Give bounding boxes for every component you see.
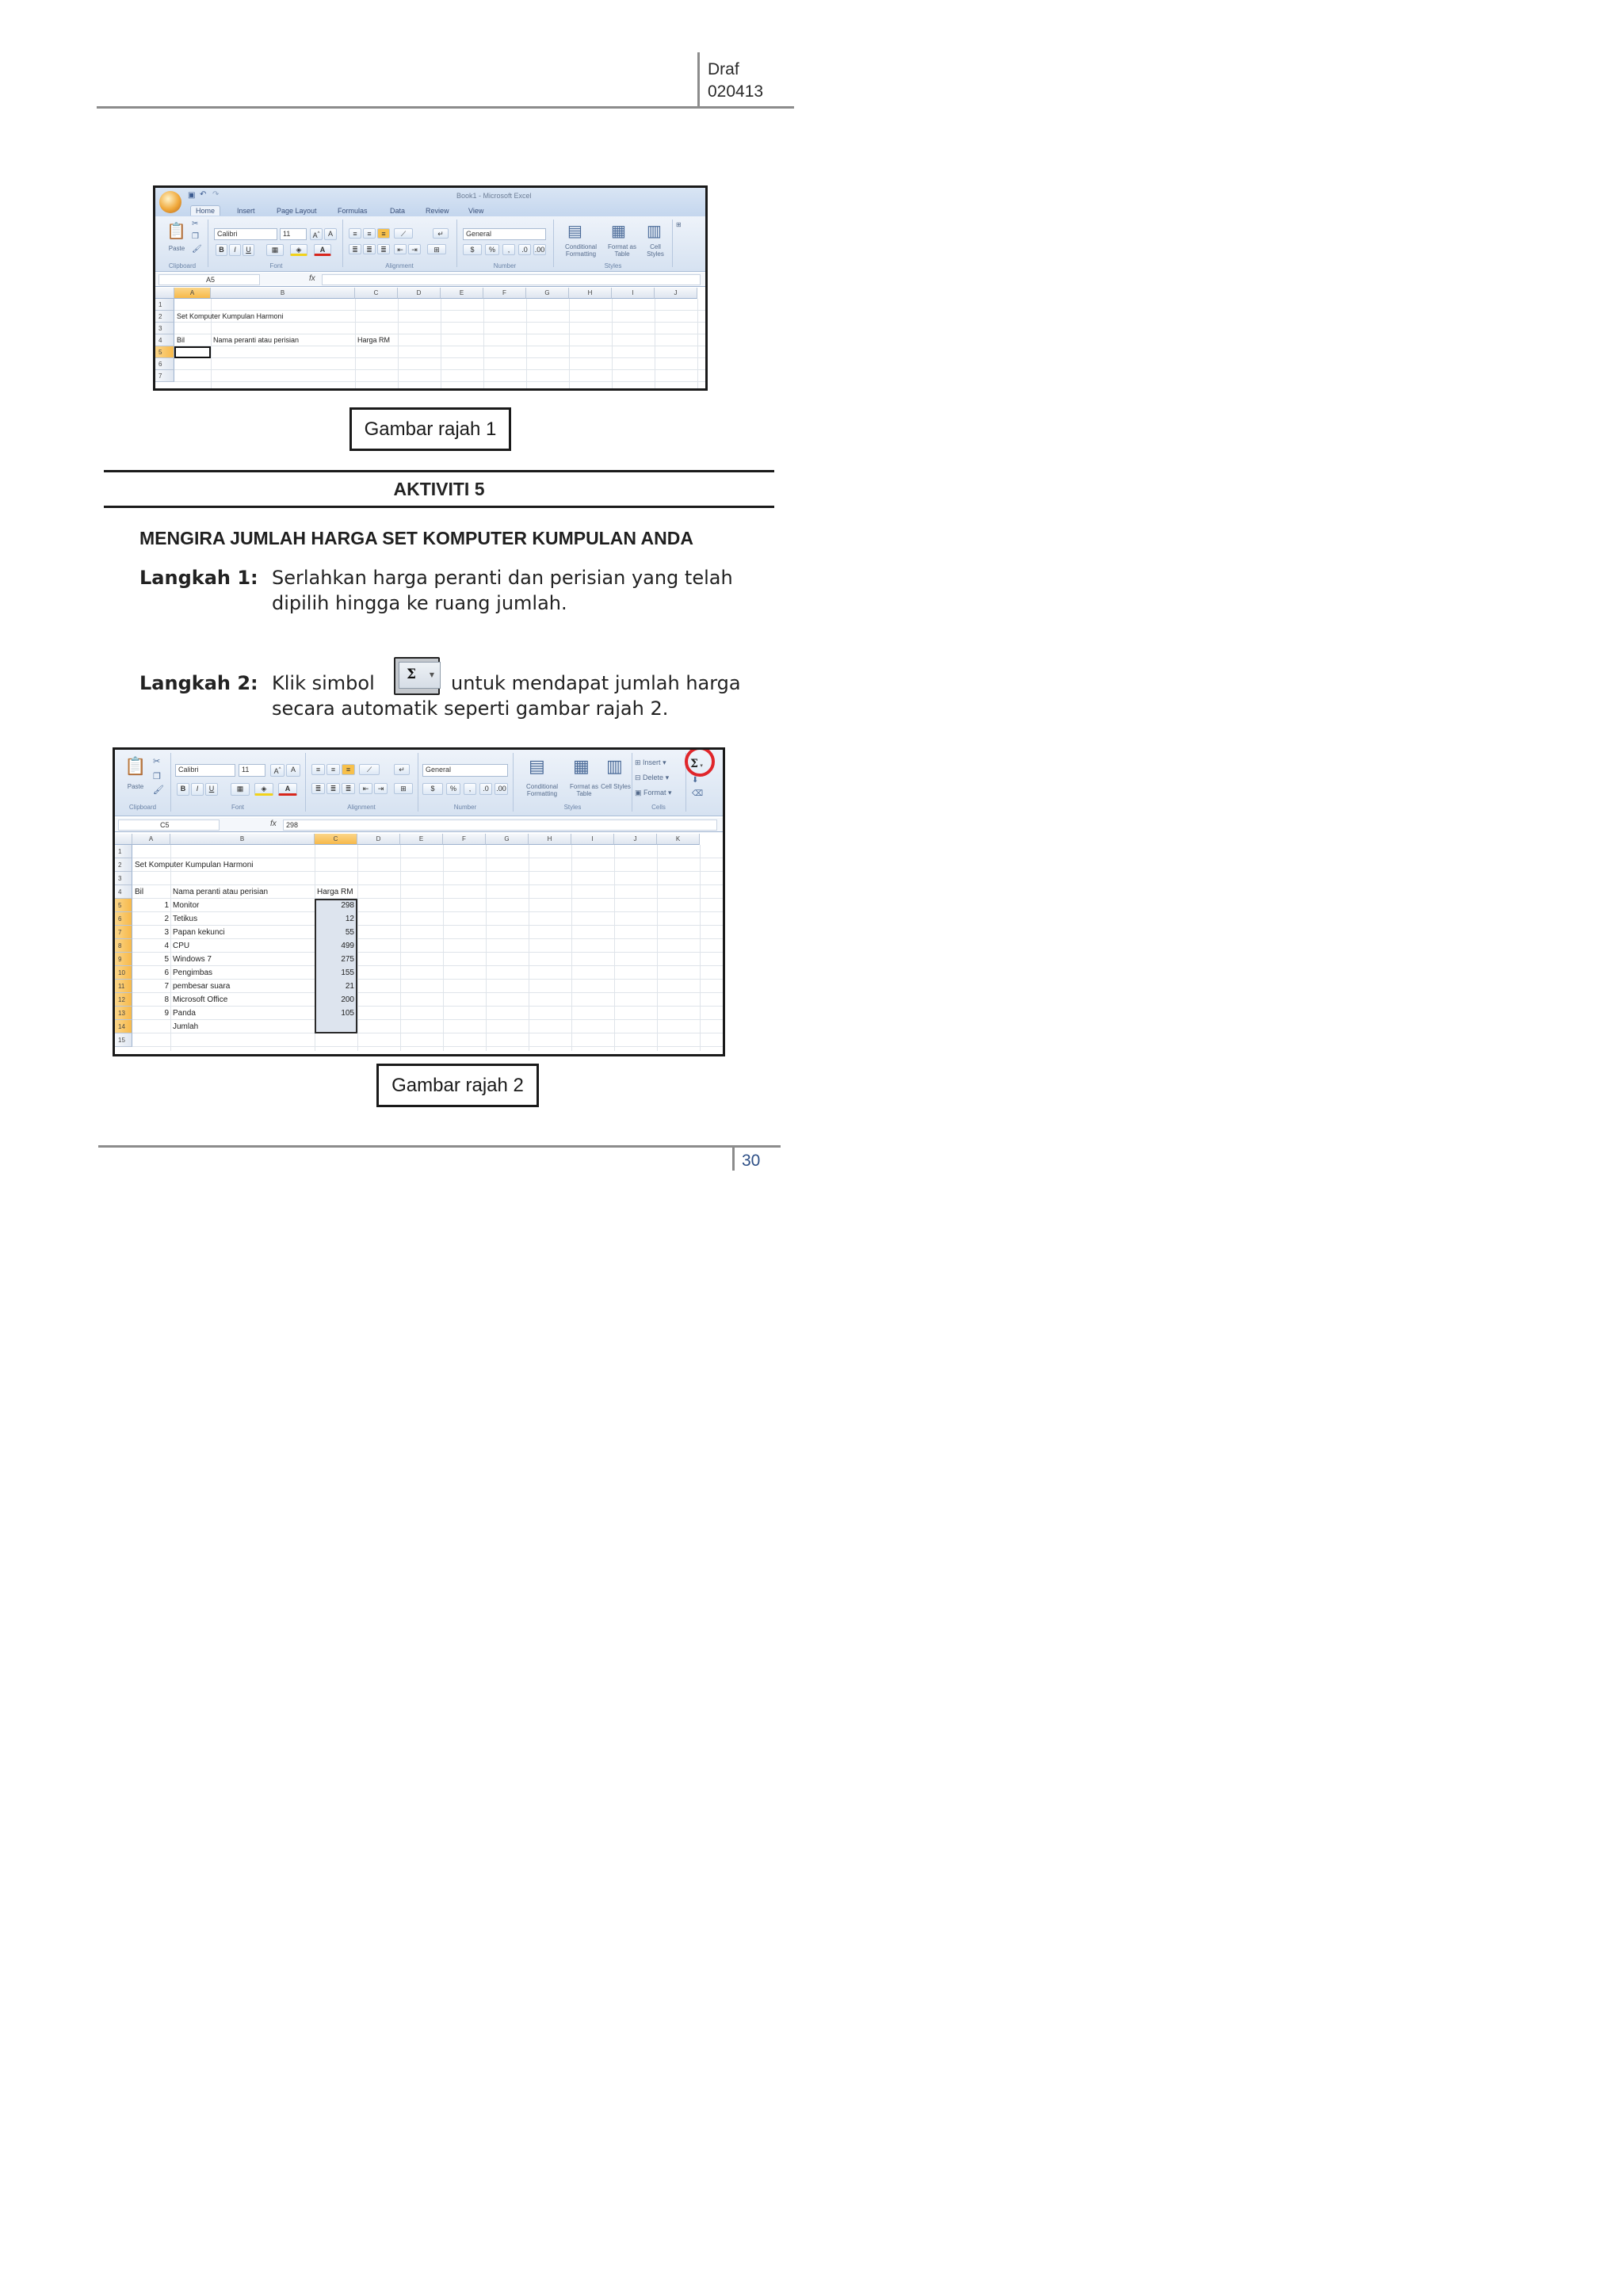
cell-styles-icon[interactable]: ▥ bbox=[647, 223, 662, 240]
cell-a4-bil[interactable]: Bil bbox=[135, 888, 144, 896]
step-2-label: Langkah 2: bbox=[139, 672, 258, 694]
header-divider-vertical bbox=[697, 52, 700, 108]
tab-data[interactable]: Data bbox=[390, 207, 406, 215]
align-top-button[interactable]: ≡ bbox=[349, 228, 361, 239]
font-size-select[interactable]: 11 bbox=[280, 228, 307, 240]
group-label-clipboard: Clipboard bbox=[128, 804, 157, 811]
shrink-font-button[interactable]: A bbox=[286, 764, 300, 777]
grid-row-line bbox=[174, 357, 705, 358]
formula-input[interactable]: 298 bbox=[283, 819, 717, 831]
row-header-3[interactable]: 3 bbox=[115, 872, 132, 885]
orientation-button[interactable]: ⟋ bbox=[394, 228, 413, 239]
cell-b4-nama[interactable]: Nama peranti atau perisian bbox=[213, 336, 300, 344]
currency-button[interactable]: $ bbox=[463, 244, 482, 255]
tab-formulas[interactable]: Formulas bbox=[338, 207, 368, 215]
cell-item-price[interactable]: 105 bbox=[341, 1009, 354, 1018]
grow-font-button[interactable]: A^ bbox=[270, 764, 285, 777]
column-header-d[interactable]: D bbox=[357, 834, 400, 845]
shrink-font-button[interactable]: A bbox=[324, 228, 337, 240]
fx-icon[interactable]: fx bbox=[309, 274, 315, 283]
cell-item-name[interactable]: Windows 7 bbox=[173, 955, 212, 964]
cell-item-name[interactable]: CPU bbox=[173, 942, 190, 950]
column-header-f[interactable]: F bbox=[443, 834, 486, 845]
group-label-clipboard: Clipboard bbox=[168, 262, 197, 269]
footer-divider-vertical bbox=[732, 1145, 735, 1171]
currency-button[interactable]: $ bbox=[422, 783, 443, 795]
row-header-3[interactable]: 3 bbox=[155, 323, 174, 334]
group-label-alignment: Alignment bbox=[385, 262, 414, 269]
cell-a4-bil[interactable]: Bil bbox=[177, 336, 185, 344]
insert-cells-button[interactable]: ⊞ Insert ▾ bbox=[635, 758, 666, 766]
align-left-button[interactable]: ≣ bbox=[349, 244, 361, 254]
decrease-indent-button[interactable]: ⇤ bbox=[394, 244, 407, 254]
column-header-i[interactable]: I bbox=[612, 288, 655, 299]
step-1-line-1: Serlahkan harga peranti dan perisian yang telah bbox=[272, 567, 733, 589]
tab-page-layout[interactable]: Page Layout bbox=[277, 207, 317, 215]
row-header-7[interactable]: 7 bbox=[155, 370, 174, 382]
wrap-text-button[interactable]: ↵ bbox=[394, 764, 410, 775]
column-header-b[interactable]: B bbox=[211, 288, 355, 299]
column-header-h[interactable]: H bbox=[569, 288, 612, 299]
cell-a2-title[interactable]: Set Komputer Kumpulan Harmoni bbox=[177, 312, 284, 320]
tab-review[interactable]: Review bbox=[426, 207, 449, 215]
borders-button[interactable]: ▦ bbox=[231, 783, 250, 796]
column-header-e[interactable]: E bbox=[400, 834, 443, 845]
cell-item-price[interactable]: 275 bbox=[341, 955, 354, 964]
underline-button[interactable]: U bbox=[242, 244, 254, 256]
cut-icon[interactable]: ✂ bbox=[153, 757, 161, 766]
cell-item-price[interactable]: 200 bbox=[341, 995, 354, 1004]
row-header-10[interactable]: 10 bbox=[115, 966, 132, 980]
cell-a2-title[interactable]: Set Komputer Kumpulan Harmoni bbox=[135, 861, 254, 869]
cell-item-name[interactable]: Pengimbas bbox=[173, 968, 213, 977]
format-as-table-icon[interactable]: ▦ bbox=[573, 756, 590, 776]
grid-column-line bbox=[700, 845, 701, 1051]
grid-row-line bbox=[132, 1019, 723, 1020]
format-as-table-label[interactable]: Format as Table bbox=[569, 783, 598, 797]
cell-styles-icon[interactable]: ▥ bbox=[606, 756, 623, 776]
column-header-h[interactable]: H bbox=[529, 834, 571, 845]
worksheet-grid bbox=[115, 834, 723, 1054]
activity-bottom-rule bbox=[104, 506, 774, 508]
column-header-e[interactable]: E bbox=[441, 288, 483, 299]
row-header-5[interactable]: 5 bbox=[115, 899, 132, 912]
increase-indent-button[interactable]: ⇥ bbox=[408, 244, 421, 254]
conditional-formatting-icon[interactable]: ▤ bbox=[529, 756, 545, 776]
cell-item-name[interactable]: Papan kekunci bbox=[173, 928, 225, 937]
fill-color-button[interactable]: ◈ bbox=[290, 244, 307, 256]
bold-button[interactable]: B bbox=[177, 783, 189, 796]
number-format-select[interactable]: General bbox=[463, 228, 546, 240]
cell-styles-label[interactable]: Cell Styles bbox=[647, 243, 664, 258]
row-header-9[interactable]: 9 bbox=[115, 953, 132, 966]
row-header-12[interactable]: 12 bbox=[115, 993, 132, 1007]
grid-column-line bbox=[526, 299, 527, 391]
cell-bil-9[interactable]: 9 bbox=[164, 1009, 169, 1018]
cell-styles-label[interactable]: Cell Styles bbox=[601, 783, 631, 790]
figure-1-caption: Gambar rajah 1 bbox=[349, 407, 511, 451]
align-top-button[interactable]: ≡ bbox=[311, 764, 325, 775]
row-header-2[interactable]: 2 bbox=[155, 311, 174, 323]
group-label-font: Font bbox=[269, 262, 283, 269]
autosum-button[interactable]: Σ ▾ bbox=[690, 758, 703, 770]
step-2-text-before-icon: Klik simbol bbox=[272, 672, 375, 694]
format-cells-label: Format bbox=[643, 789, 666, 797]
clear-icon[interactable]: ⌫ bbox=[692, 789, 704, 798]
number-format-select[interactable]: General bbox=[422, 764, 508, 777]
group-label-styles: Styles bbox=[604, 262, 622, 269]
cell-bil-4[interactable]: 4 bbox=[164, 942, 169, 950]
borders-button[interactable]: ▦ bbox=[266, 244, 284, 256]
align-bottom-button[interactable]: ≡ bbox=[342, 764, 355, 775]
insert-cells-label: Insert bbox=[643, 758, 661, 766]
decrease-indent-button[interactable]: ⇤ bbox=[359, 783, 372, 794]
grid-row-line bbox=[132, 965, 723, 966]
header-divider-horizontal bbox=[97, 106, 794, 109]
cell-item-name[interactable]: Tetikus bbox=[173, 915, 198, 923]
cell-bil-5[interactable]: 5 bbox=[164, 955, 169, 964]
cell-c4-harga[interactable]: Harga RM bbox=[357, 336, 391, 344]
format-as-table-label[interactable]: Format as Table bbox=[607, 243, 636, 258]
row-header-1[interactable]: 1 bbox=[115, 845, 132, 858]
comma-button[interactable]: , bbox=[502, 244, 515, 255]
sigma-symbol: Σ bbox=[690, 758, 698, 770]
autosum-highlight-circle bbox=[685, 747, 715, 777]
formula-input[interactable] bbox=[322, 274, 701, 285]
grid-column-line bbox=[569, 299, 570, 391]
grid-row-line bbox=[174, 369, 705, 370]
percent-button[interactable]: % bbox=[485, 244, 499, 255]
sigma-symbol: Σ bbox=[407, 667, 417, 682]
insert-cells-partial[interactable]: ⊞ bbox=[676, 221, 682, 228]
cell-item-name[interactable]: pembesar suara bbox=[173, 982, 231, 991]
column-header-d[interactable]: D bbox=[398, 288, 441, 299]
paste-label[interactable]: Paste bbox=[127, 783, 144, 790]
grid-column-line bbox=[357, 845, 358, 1051]
step-1-label: Langkah 1: bbox=[139, 567, 258, 589]
group-label-styles: Styles bbox=[563, 804, 582, 811]
conditional-formatting-label[interactable]: Conditional Formatting bbox=[525, 783, 559, 797]
activity-heading: MENGIRA JUMLAH HARGA SET KOMPUTER KUMPULAN ANDA bbox=[139, 528, 693, 548]
select-all-corner[interactable] bbox=[115, 834, 132, 845]
increase-indent-button[interactable]: ⇥ bbox=[374, 783, 388, 794]
comma-button[interactable]: , bbox=[464, 783, 476, 795]
font-color-button[interactable]: A bbox=[278, 783, 297, 796]
group-label-cells: Cells bbox=[651, 804, 666, 811]
grid-column-line bbox=[398, 299, 399, 391]
increase-decimal-button[interactable]: .0 bbox=[518, 244, 531, 255]
column-header-k[interactable]: K bbox=[657, 834, 700, 845]
row-header-6[interactable]: 6 bbox=[155, 358, 174, 370]
grid-row-line bbox=[132, 911, 723, 912]
formula-bar bbox=[115, 818, 723, 832]
cell-bil-2[interactable]: 2 bbox=[164, 915, 169, 923]
column-header-c[interactable]: C bbox=[315, 834, 357, 845]
cell-item-price[interactable]: 499 bbox=[341, 942, 354, 950]
align-middle-button[interactable]: ≡ bbox=[363, 228, 376, 239]
draft-label bbox=[708, 59, 763, 103]
column-header-a[interactable]: A bbox=[174, 288, 211, 299]
conditional-formatting-icon[interactable]: ▤ bbox=[567, 223, 582, 240]
italic-button[interactable]: I bbox=[229, 244, 241, 256]
cell-item-name[interactable]: Microsoft Office bbox=[173, 995, 228, 1004]
save-icon[interactable]: ▣ bbox=[188, 191, 196, 200]
ribbon-home bbox=[155, 216, 705, 272]
grid-row-line bbox=[174, 381, 705, 382]
decrease-decimal-button[interactable]: .00 bbox=[495, 783, 508, 795]
row-header-14[interactable]: 14 bbox=[115, 1020, 132, 1033]
quick-access-and-tabs bbox=[155, 188, 705, 216]
cell-bil-8[interactable]: 8 bbox=[164, 995, 169, 1004]
worksheet-grid bbox=[155, 288, 705, 388]
row-header-1[interactable]: 1 bbox=[155, 299, 174, 311]
grid-column-line bbox=[443, 845, 444, 1051]
format-cells-button[interactable]: ▣ Format ▾ bbox=[635, 789, 672, 797]
column-header-g[interactable]: G bbox=[486, 834, 529, 845]
cell-item-price[interactable]: 12 bbox=[345, 915, 354, 923]
fx-icon[interactable]: fx bbox=[270, 819, 277, 828]
window-title: Book1 - Microsoft Excel bbox=[456, 192, 532, 200]
cell-bil-6[interactable]: 6 bbox=[164, 968, 169, 977]
activity-title: AKTIVITI 5 bbox=[393, 479, 485, 499]
row-header-11[interactable]: 11 bbox=[115, 980, 132, 993]
align-center-button[interactable]: ≣ bbox=[363, 244, 376, 254]
row-header-13[interactable]: 13 bbox=[115, 1007, 132, 1020]
cell-item-price[interactable]: 21 bbox=[345, 982, 354, 991]
column-header-j[interactable]: J bbox=[655, 288, 697, 299]
grid-column-line bbox=[657, 845, 658, 1051]
decrease-decimal-button[interactable]: .00 bbox=[534, 246, 545, 254]
step-2-line-2: secara automatik seperti gambar rajah 2. bbox=[272, 697, 669, 720]
activity-top-rule bbox=[104, 470, 774, 472]
row-header-5[interactable]: 5 bbox=[155, 346, 174, 358]
redo-icon[interactable]: ↷ bbox=[212, 190, 220, 199]
row-header-4[interactable]: 4 bbox=[155, 334, 174, 346]
format-painter-icon[interactable]: 🖌 bbox=[192, 245, 202, 254]
cell-item-name[interactable]: Panda bbox=[173, 1009, 196, 1018]
column-header-i[interactable]: I bbox=[571, 834, 614, 845]
row-header-15[interactable]: 15 bbox=[115, 1033, 132, 1047]
conditional-formatting-label[interactable]: Conditional Formatting bbox=[564, 243, 598, 258]
group-label-number: Number bbox=[493, 262, 517, 269]
copy-icon[interactable]: ❐ bbox=[192, 232, 199, 241]
select-all-corner[interactable] bbox=[155, 288, 174, 299]
grid-column-line bbox=[355, 299, 356, 391]
grid-column-line bbox=[612, 299, 613, 391]
orientation-button[interactable]: ⟋ bbox=[359, 764, 380, 775]
grid-column-line bbox=[571, 845, 572, 1051]
cell-item-price[interactable]: 55 bbox=[345, 928, 354, 937]
figure-2-excel-screenshot bbox=[113, 747, 725, 1056]
grid-column-line bbox=[614, 845, 615, 1051]
paste-icon[interactable]: 📋 bbox=[124, 756, 147, 776]
align-right-button[interactable]: ≣ bbox=[377, 244, 390, 254]
grow-font-button[interactable]: A^ bbox=[310, 228, 323, 240]
cell-item-price[interactable]: 155 bbox=[341, 968, 354, 977]
row-header-4[interactable]: 4 bbox=[115, 885, 132, 899]
autosum-sigma-icon: Σ ▼ bbox=[394, 657, 440, 695]
paste-label[interactable]: Paste bbox=[168, 245, 185, 252]
font-name-select[interactable]: Calibri bbox=[214, 228, 277, 240]
fill-color-button[interactable]: ◈ bbox=[254, 783, 273, 796]
cell-b4-nama[interactable]: Nama peranti atau perisian bbox=[173, 888, 269, 896]
grid-column-line bbox=[400, 845, 401, 1051]
draft-label-code: 020413 bbox=[708, 82, 764, 101]
column-header-a[interactable]: A bbox=[132, 834, 170, 845]
tab-insert[interactable]: Insert bbox=[237, 207, 255, 215]
cell-item-name[interactable]: Monitor bbox=[173, 901, 200, 910]
paste-icon[interactable]: 📋 bbox=[166, 223, 186, 240]
align-center-button[interactable]: ≣ bbox=[327, 783, 340, 794]
tab-home[interactable]: Home bbox=[190, 205, 220, 216]
format-as-table-icon[interactable]: ▦ bbox=[611, 223, 626, 240]
align-middle-button[interactable]: ≡ bbox=[327, 764, 340, 775]
merge-center-button[interactable]: ⊞ bbox=[427, 244, 446, 254]
column-header-b[interactable]: B bbox=[170, 834, 315, 845]
fill-icon[interactable]: ⬇ bbox=[692, 776, 699, 785]
grid-row-line bbox=[132, 952, 723, 953]
italic-button[interactable]: I bbox=[191, 783, 204, 796]
grid-row-line bbox=[132, 1046, 723, 1047]
undo-icon[interactable]: ↶ bbox=[200, 190, 207, 199]
column-header-j[interactable]: J bbox=[614, 834, 657, 845]
copy-icon[interactable]: ❐ bbox=[153, 772, 161, 781]
format-painter-icon[interactable]: 🖌 bbox=[153, 785, 164, 795]
group-label-number: Number bbox=[453, 804, 477, 811]
row-header-6[interactable]: 6 bbox=[115, 912, 132, 926]
draft-label-line1: Draf bbox=[708, 60, 739, 78]
cell-c4-harga[interactable]: Harga RM bbox=[317, 888, 353, 896]
increase-decimal-button[interactable]: .0 bbox=[479, 783, 492, 795]
grid-column-line bbox=[170, 845, 171, 1051]
grid-column-line bbox=[697, 299, 698, 391]
column-header-g[interactable]: G bbox=[526, 288, 569, 299]
name-box[interactable]: A5 bbox=[158, 274, 260, 285]
percent-button[interactable]: % bbox=[446, 783, 460, 795]
cell-item-price[interactable]: 298 bbox=[341, 901, 354, 910]
bold-button[interactable]: B bbox=[216, 244, 227, 256]
align-left-button[interactable]: ≣ bbox=[311, 783, 325, 794]
font-size-select[interactable]: 11 bbox=[239, 764, 265, 777]
delete-cells-button[interactable]: ⊟ Delete ▾ bbox=[635, 774, 670, 781]
font-color-button[interactable]: A bbox=[314, 244, 331, 256]
office-button[interactable] bbox=[159, 191, 181, 213]
column-header-c[interactable]: C bbox=[355, 288, 398, 299]
delete-cells-label: Delete bbox=[643, 774, 664, 781]
align-bottom-button[interactable]: ≡ bbox=[377, 228, 390, 239]
group-label-font: Font bbox=[231, 804, 244, 811]
merge-center-button[interactable]: ⊞ bbox=[394, 783, 413, 794]
name-box[interactable]: C5 bbox=[118, 819, 220, 831]
page-number: 30 bbox=[742, 1152, 761, 1170]
figure-1-excel-screenshot bbox=[153, 185, 708, 391]
underline-button[interactable]: U bbox=[205, 783, 218, 796]
cell-bil-3[interactable]: 3 bbox=[164, 928, 169, 937]
group-label-alignment: Alignment bbox=[347, 804, 376, 811]
cell-bil-1[interactable]: 1 bbox=[164, 901, 169, 910]
active-cell-a5[interactable] bbox=[174, 346, 211, 358]
align-right-button[interactable]: ≣ bbox=[342, 783, 355, 794]
grid-column-line bbox=[483, 299, 484, 391]
column-header-f[interactable]: F bbox=[483, 288, 526, 299]
row-header-7[interactable]: 7 bbox=[115, 926, 132, 939]
font-name-select[interactable]: Calibri bbox=[175, 764, 235, 777]
row-header-8[interactable]: 8 bbox=[115, 939, 132, 953]
footer-divider-horizontal bbox=[98, 1145, 781, 1148]
cell-bil-7[interactable]: 7 bbox=[164, 982, 169, 991]
step-2-text-after-icon: untuk mendapat jumlah harga bbox=[451, 672, 741, 694]
figure-2-caption: Gambar rajah 2 bbox=[376, 1064, 539, 1107]
cell-b14-jumlah[interactable]: Jumlah bbox=[173, 1022, 199, 1031]
cut-icon[interactable]: ✂ bbox=[192, 220, 199, 228]
wrap-text-button[interactable]: ↵ bbox=[433, 228, 449, 239]
tab-view[interactable]: View bbox=[468, 207, 484, 215]
formula-bar bbox=[155, 273, 705, 287]
step-1-line-2: dipilih hingga ke ruang jumlah. bbox=[272, 592, 567, 614]
ribbon-home-figure2 bbox=[115, 750, 723, 816]
row-header-2[interactable]: 2 bbox=[115, 858, 132, 872]
grid-column-line bbox=[486, 845, 487, 1051]
